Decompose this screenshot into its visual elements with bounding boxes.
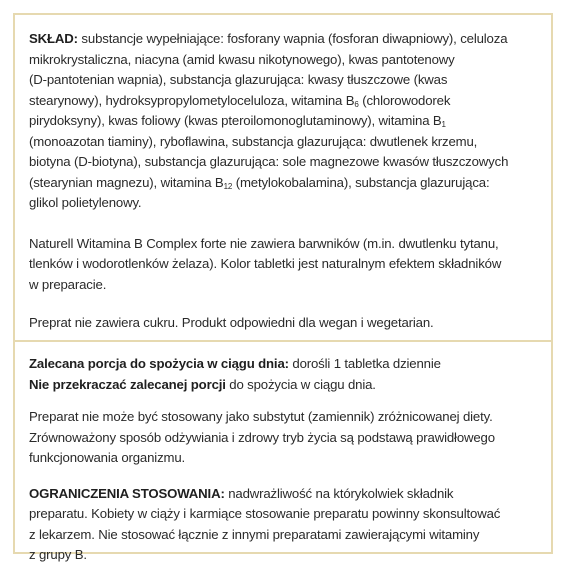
dosage-paragraph: Zalecana porcja do spożycia w ciągu dnia: dorośli 1 tabletka dziennie Nie przekraczać zalecanej porcji do spożycia w ciągu dnia. bbox=[29, 356, 441, 392]
restrictions-paragraph: OGRANICZENIA STOSOWANIA: nadwrażliwość na którykolwiek składnik preparatu. Kobiety w ciąży i karmiące stosowanie preparatu powinny skonsultować z lekarzem. Nie stosować łącznie z innymi preparatami zawierającymi witaminy z grupy B. bbox=[29, 485, 501, 562]
ingredients-paragraph: SKŁAD: substancje wypełniające: fosforany wapnia (fosforan diwapniowy), celuloza mikrokrystaliczna, niacyna (amid kwasu nikotynowego), kwas pantotenowy (D-pantotenian wapnia), substancja glazurująca: kwasy tłuszczowe (kwas stearynowy), hydroksypropylometyloceluloza, witamina $B_6$ (chlorowodorek pirydoksyny), kwas foliowy (kwas pteroilomonoglutaminowy), witamina $B_1$ (monoazotan tiaminy), ryboflawina, substancja glazurująca: dwutlenek krzemu, biotyna (D-biotyna), substancja glazurująca: sole magnezowe kwasów tłuszczowych (stearynian magnezu), witamina $B_{12}$ (metylokobalamina), substancja glazurująca: glikol polietylenowy. bbox=[29, 31, 509, 210]
restrictions-label: OGRANICZENIA STOSOWANIA: bbox=[29, 485, 225, 501]
dosage-label: Zalecana porcja do spożycia w ciągu dnia: bbox=[29, 356, 289, 371]
composition-section bbox=[15, 15, 551, 340]
colorant-paragraph: Naturell Witamina B Complex forte nie zawiera barwników (m.in. dwutlenku tytanu, tlenków i wodorotlenków żelaza). Kolor tabletki jest naturalnym efektem składników w preparacie. bbox=[29, 235, 502, 292]
diet-paragraph: Preparat nie może być stosowany jako substytut (zamiennik) zróżnicowanej diety. Zrównoważony sposób odżywiania i zdrowy tryb życia są podstawą prawidłowego funkcjonowania organizmu. bbox=[29, 409, 495, 465]
usage-section bbox=[15, 342, 551, 562]
dosage-warning-label: Nie przekraczać zalecanej porcji bbox=[29, 376, 226, 392]
label-panel bbox=[13, 13, 553, 562]
sugar-paragraph: Preprat nie zawiera cukru. Produkt odpowiedni dla wegan i wegetarian. bbox=[29, 315, 434, 330]
ingredients-label: SKŁAD: bbox=[29, 31, 78, 46]
